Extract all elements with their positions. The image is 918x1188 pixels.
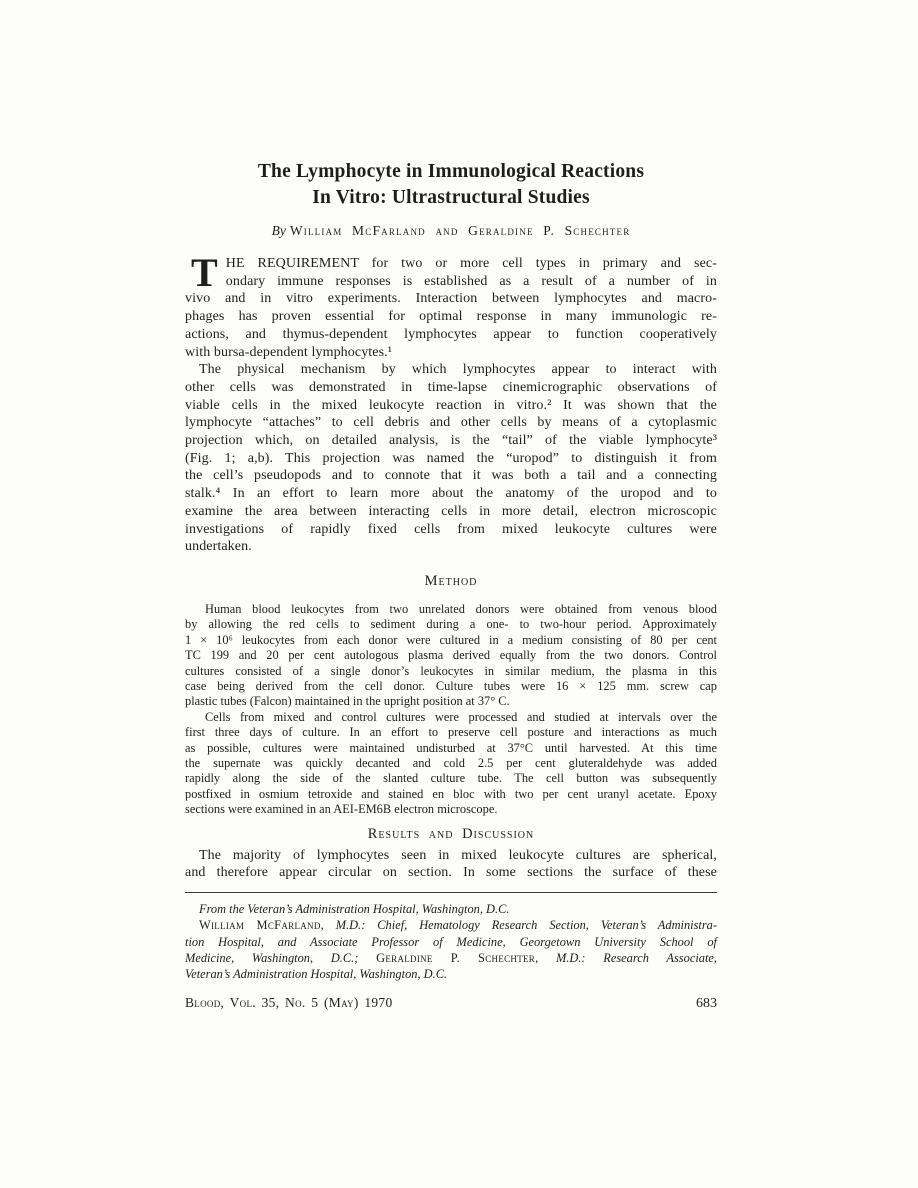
text-line: actions, and thymus-dependent lymphocytes appear to function cooperatively <box>185 326 717 342</box>
drop-cap: T <box>191 250 218 295</box>
footnote-text: Medicine, Washington, D.C.; <box>185 950 377 965</box>
results-paragraph-1 <box>185 847 717 882</box>
footnote-text: , M.D.: Research Associate, <box>535 950 717 965</box>
byline <box>185 222 717 239</box>
text-line: sections were examined in an AEI-EM6B electron microscope. <box>185 802 498 817</box>
introduction-section <box>185 250 717 556</box>
text-line: viable cells in the mixed leukocyte reaction in vitro.² It was shown that the <box>185 397 717 413</box>
text-line: first three days of culture. In an effort to preserve cell posture and interactions as much <box>185 725 717 740</box>
text-line: investigations of rapidly fixed cells from mixed leukocyte cultures were <box>185 521 717 537</box>
method-paragraph-1 <box>185 602 717 710</box>
journal-citation: Blood, Vol. 35, No. 5 (May) 1970 <box>185 994 393 1010</box>
method-paragraph-2 <box>185 710 717 818</box>
results-heading: Results and Discussion <box>367 825 535 842</box>
text-line: by allowing the red cells to sediment during a one- to two-hour period. Approximately <box>185 617 717 632</box>
footnote-block <box>185 901 717 982</box>
text-line: other cells was demonstrated in time-lapse cinemicrographic observations of <box>185 379 717 395</box>
text-line: postfixed in osmium tetroxide and stained en bloc with two per cent uranyl acetate. Epoxy <box>185 786 717 801</box>
footnote-author-1: William McFarland <box>199 918 321 933</box>
text-line: TC 199 and 20 per cent autologous plasma derived equally from the two donors. Control <box>185 648 717 663</box>
intro-paragraph-2 <box>185 361 717 556</box>
text-line: as possible, cultures were maintained undisturbed at 37°C until harvested. At this time <box>185 740 717 755</box>
text-line: cultures consisted of a single donor’s leukocytes in similar medium, the plasma in this <box>185 663 717 678</box>
article-title <box>185 159 717 211</box>
footnote-line-2 <box>185 917 717 933</box>
title-line-1: The Lymphocyte in Immunological Reactions <box>257 161 645 182</box>
byline-authors: William McFarland and Geraldine P. Schechter <box>289 223 631 238</box>
text-line: with bursa-dependent lymphocytes.¹ <box>185 344 393 360</box>
text-line: and therefore appear circular on section. In some sections the surface of these <box>185 865 717 881</box>
text-line: phages has proven essential for optimal response in many immunologic re- <box>185 309 717 325</box>
footnote-text: , M.D.: Chief, Hematology Research Section, Veteran’s Administra- <box>320 918 718 933</box>
method-heading: Method <box>424 572 478 589</box>
footnote-line-4 <box>185 950 717 966</box>
text-line: examine the area between interacting cells in more detail, electron microscopic <box>185 503 717 519</box>
text-line: the cell’s pseudopods and to connote that it was both a tail and a connecting <box>185 468 717 484</box>
byline-prefix: By <box>271 223 286 238</box>
page-footer <box>185 995 717 1012</box>
text-line: HE REQUIREMENT for two or more cell types in primary and sec- <box>225 256 717 271</box>
text-line: stalk.⁴ In an effort to learn more about the anatomy of the uropod and to <box>185 486 717 502</box>
footnote-line-5: Veteran’s Administration Hospital, Washington, D.C. <box>185 967 448 982</box>
text-line: Human blood leukocytes from two unrelated donors were obtained from venous blood <box>205 601 717 616</box>
method-section <box>185 602 717 818</box>
text-line: case being derived from the cell donor. Culture tubes were 16 × 125 mm. screw cap <box>185 678 717 693</box>
article-column <box>185 0 717 1012</box>
article-header <box>185 159 717 239</box>
text-line: plastic tubes (Falcon) maintained in the upright position at 37° C. <box>185 694 510 709</box>
results-section <box>185 847 717 882</box>
text-line: 1 × 10⁶ leukocytes from each donor were cultured in a medium consisting of 80 per cent <box>185 632 717 647</box>
footnote-line-1: From the Veteran’s Administration Hospital, Washington, D.C. <box>199 902 510 917</box>
text-line: The majority of lymphocytes seen in mixed leukocyte cultures are spherical, <box>199 847 717 863</box>
text-line: vivo and in vitro experiments. Interaction between lymphocytes and macro- <box>185 291 717 307</box>
text-line: the supernate was quickly decanted and cold 2.5 per cent gluteraldehyde was added <box>185 756 717 771</box>
text-line: undertaken. <box>185 539 252 555</box>
text-line: rapidly along the side of the slanted culture tube. The cell button was subsequently <box>185 771 717 786</box>
text-line: The physical mechanism by which lymphocytes appear to interact with <box>199 362 717 378</box>
text-line: (Fig. 1; a,b). This projection was named the “uropod” to distinguish it from <box>185 450 717 466</box>
footnote-divider-rule <box>185 892 717 893</box>
text-line: ondary immune responses is established as a result of a number of in <box>225 273 717 289</box>
page-number: 683 <box>696 995 717 1011</box>
text-line: projection which, on detailed analysis, is the “tail” of the viable lymphocyte³ <box>185 433 717 449</box>
title-line-2: In Vitro: Ultrastructural Studies <box>312 187 590 208</box>
intro-paragraph-1 <box>185 250 717 361</box>
footnote-line-3: tion Hospital, and Associate Professor of Medicine, Georgetown University School of <box>185 934 717 949</box>
text-line: Cells from mixed and control cultures were processed and studied at intervals over the <box>205 709 717 724</box>
footnote-author-2: Geraldine P. Schechter <box>376 950 536 965</box>
text-line: lymphocyte “attaches” to cell debris and other cells by means of a cytoplasmic <box>185 415 717 431</box>
